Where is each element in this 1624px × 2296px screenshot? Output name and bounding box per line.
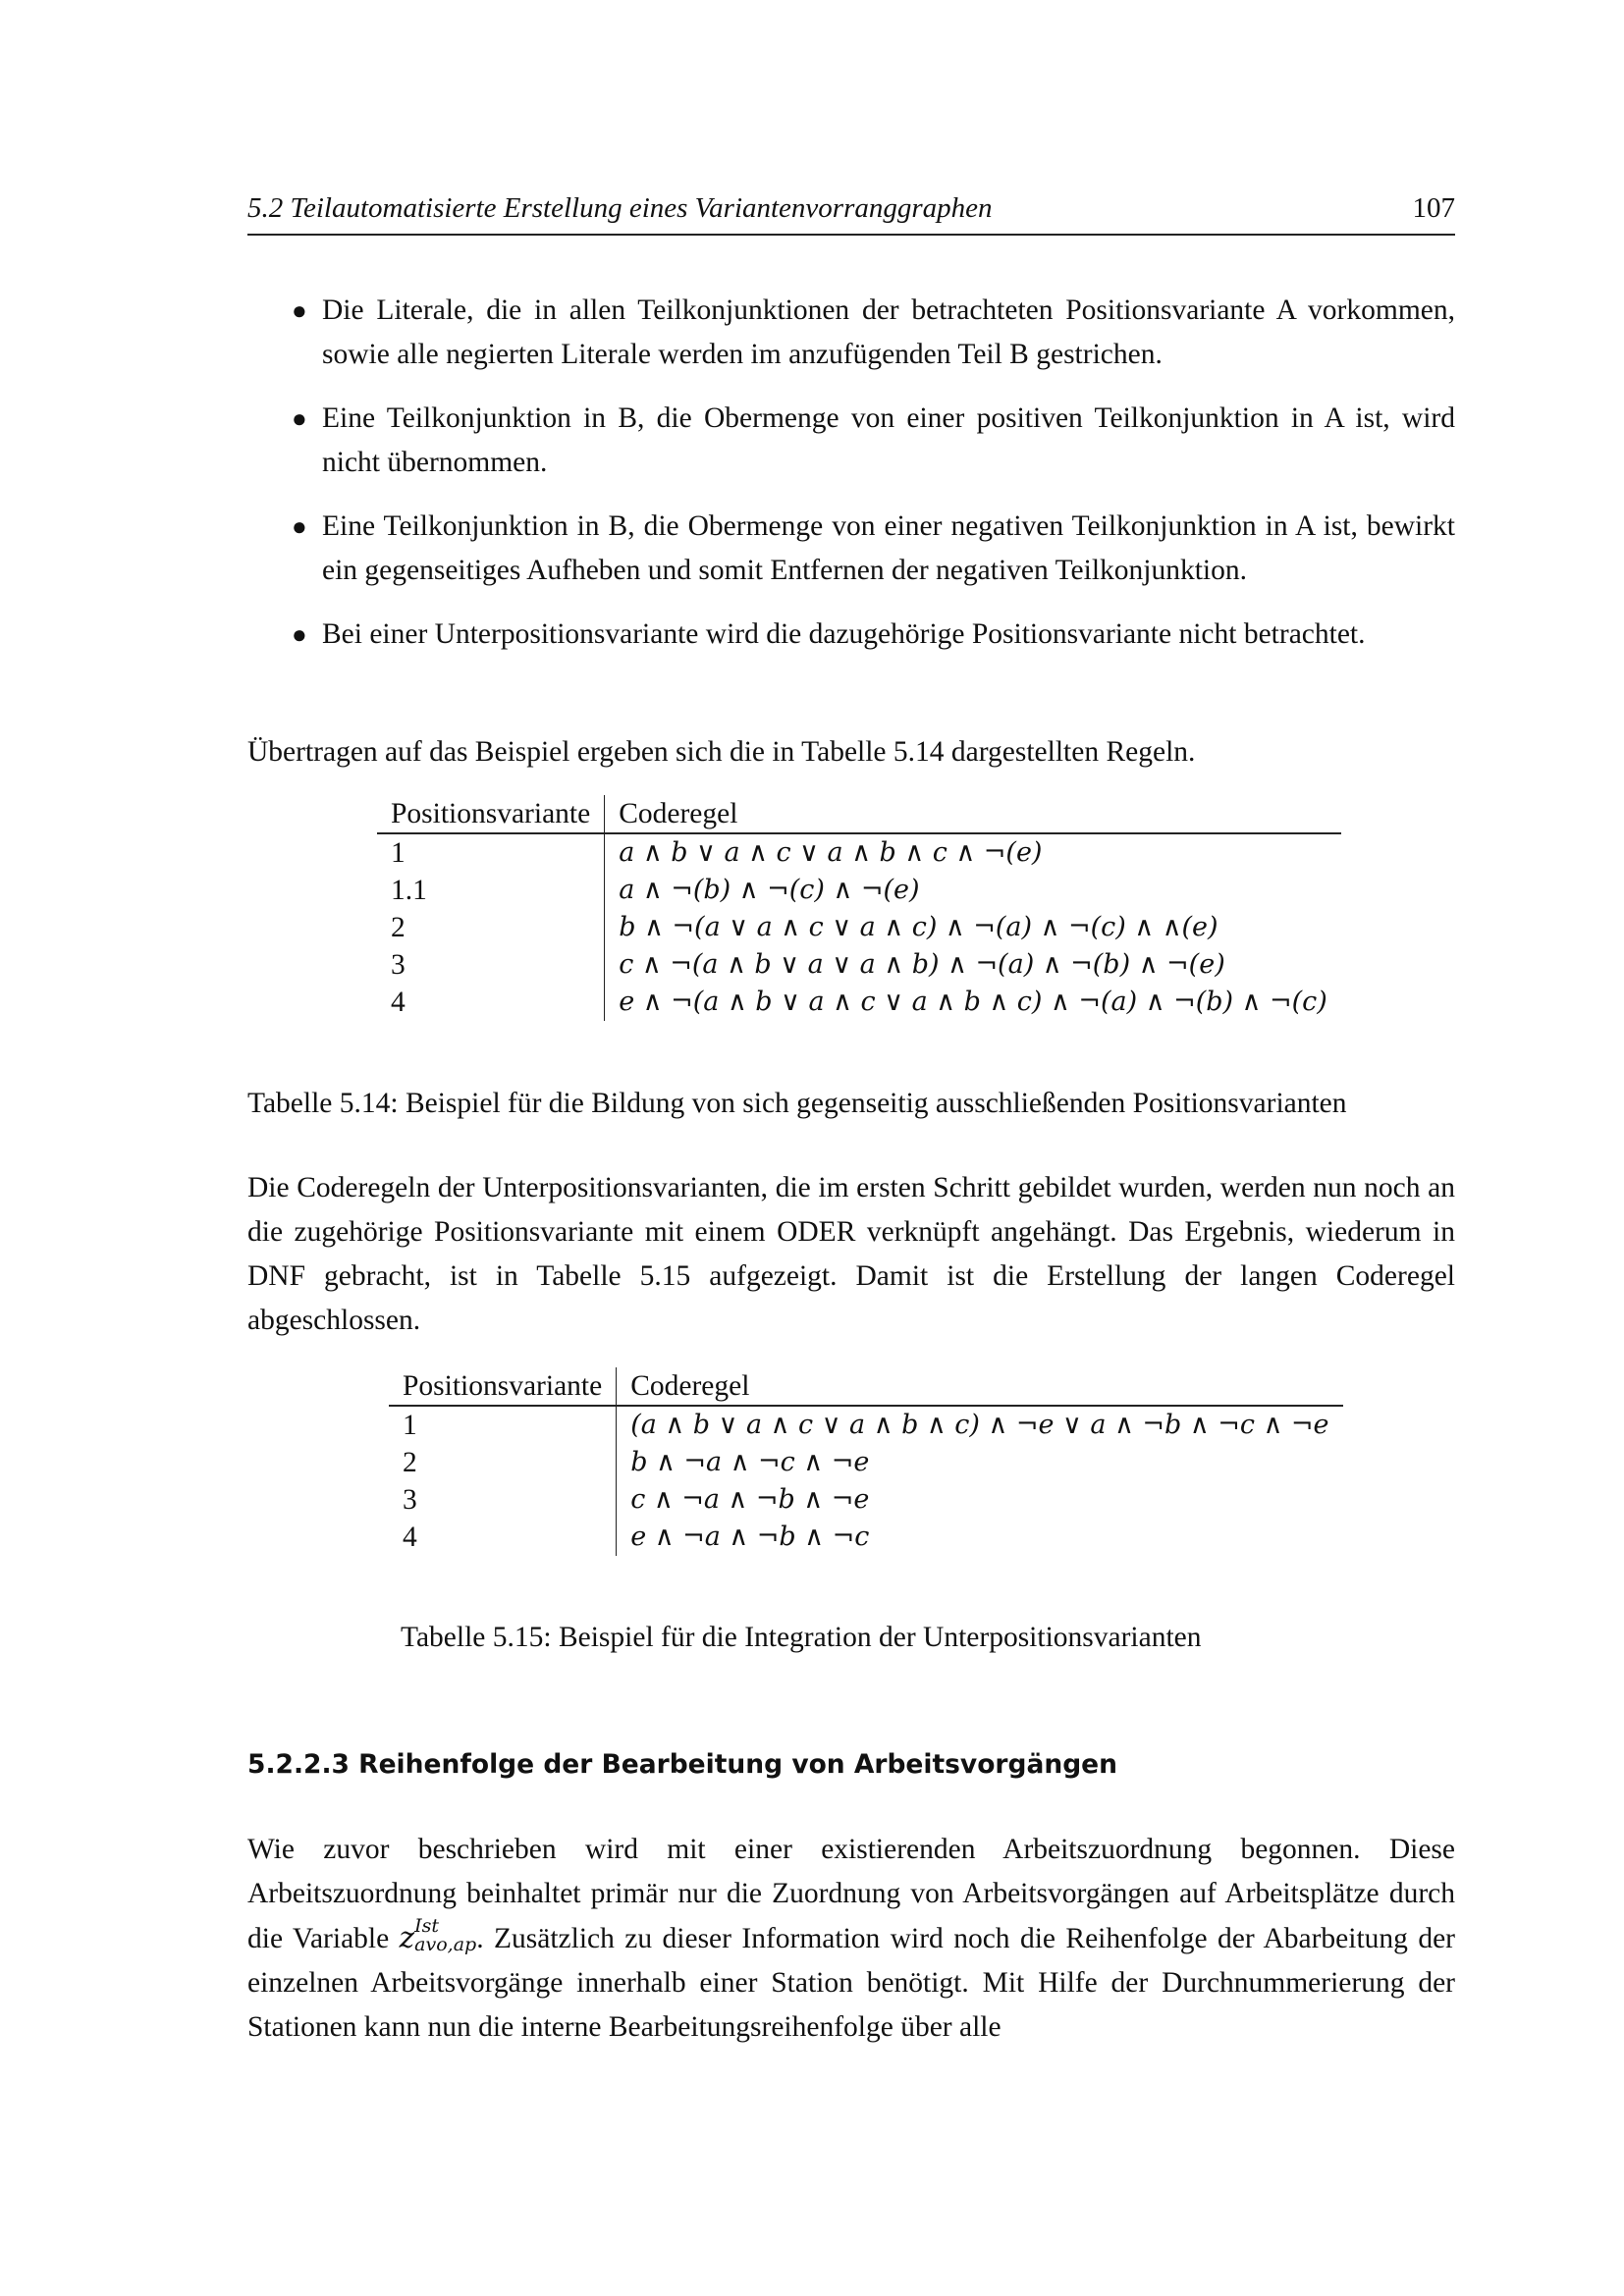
table-cell-variant: 1.1 bbox=[377, 872, 605, 909]
table-row bbox=[389, 1406, 1343, 1444]
table-cell-rule: (a ∧ b ∨ a ∧ c ∨ a ∧ b ∧ c) ∧ ¬e ∨ a ∧ ¬b ∧ ¬c ∧ ¬e bbox=[630, 1410, 1329, 1440]
table-5-15 bbox=[389, 1367, 1343, 1556]
table-5-14-caption: Tabelle 5.14: Beispiel für die Bildung von sich gegenseitig ausschließenden Positionsvarianten bbox=[247, 1088, 1347, 1119]
section-heading: 5.2.2.3 Reihenfolge der Bearbeitung von Arbeitsvorgängen bbox=[247, 1749, 1118, 1780]
table-cell-variant: 2 bbox=[377, 909, 605, 946]
table-row bbox=[377, 909, 1341, 946]
table-cell-rule: e ∧ ¬(a ∧ b ∨ a ∧ c ∨ a ∧ b ∧ c) ∧ ¬(a) ∧ ¬(b) ∧ ¬(c) bbox=[619, 987, 1327, 1017]
table-row bbox=[377, 946, 1341, 984]
bullet-icon: ● bbox=[292, 296, 307, 325]
table-header-cell: Positionsvariante bbox=[389, 1367, 617, 1406]
bullet-icon: ● bbox=[292, 404, 307, 433]
running-header bbox=[247, 190, 1455, 236]
list-item bbox=[247, 613, 1455, 657]
table-5-14 bbox=[377, 795, 1341, 1021]
table-header-cell: Coderegel bbox=[605, 795, 1341, 833]
table-cell-rule: e ∧ ¬a ∧ ¬b ∧ ¬c bbox=[630, 1522, 870, 1552]
section-paragraph-part1: Wie zuvor beschrieben wird mit einer existierenden Arbeitszuordnung begonnen. Diese Arbeitszuordnung beinhaltet primär nur die Zuordnung von Arbeitsvorgängen auf Arbeitsplätze durch die Variable bbox=[247, 1834, 1455, 1954]
table-row bbox=[389, 1444, 1343, 1481]
table-cell-variant: 3 bbox=[389, 1481, 617, 1519]
table-cell-rule: b ∧ ¬(a ∨ a ∧ c ∨ a ∧ c) ∧ ¬(a) ∧ ¬(c) ∧ ∧(e) bbox=[619, 912, 1218, 942]
list-item-text: Eine Teilkonjunktion in B, die Obermenge von einer positiven Teilkonjunktion in A ist, wird nicht übernommen. bbox=[322, 402, 1455, 478]
table-row bbox=[377, 872, 1341, 909]
list-item-text: Die Literale, die in allen Teilkonjunktionen der betrachteten Positionsvariante A vorkommen, sowie alle negierten Literale werden im anzufügenden Teil B gestrichen. bbox=[322, 294, 1455, 370]
list-item bbox=[247, 289, 1455, 377]
table-5-15-caption: Tabelle 5.15: Beispiel für die Integration der Unterpositionsvarianten bbox=[401, 1622, 1202, 1653]
math-variable-sup: Ist bbox=[414, 1915, 440, 1937]
section-paragraph-part2: . Zusätzlich zu dieser Information wird noch die Reihenfolge der Abarbeitung der einzelnen Arbeitsvorgänge innerhalb einer Station benötigt. Mit Hilfe der Durchnummerierung der Stationen kann nun die interne Bearbeitungsreihenfolge über alle bbox=[247, 1923, 1455, 2043]
table-cell-rule: a ∧ ¬(b) ∧ ¬(c) ∧ ¬(e) bbox=[619, 875, 920, 905]
table-row bbox=[389, 1519, 1343, 1556]
table-cell-rule: c ∧ ¬a ∧ ¬b ∧ ¬e bbox=[630, 1484, 870, 1515]
page-number: 107 bbox=[1412, 192, 1455, 224]
table-cell-variant: 1 bbox=[377, 833, 605, 872]
table-cell-rule: c ∧ ¬(a ∧ b ∨ a ∨ a ∧ b) ∧ ¬(a) ∧ ¬(b) ∧ ¬(e) bbox=[619, 949, 1225, 980]
list-item bbox=[247, 505, 1455, 593]
table-cell-variant: 1 bbox=[389, 1406, 617, 1444]
table-row bbox=[377, 833, 1341, 872]
table-row bbox=[389, 1481, 1343, 1519]
math-variable-indices bbox=[414, 1917, 476, 1954]
table-header-row bbox=[377, 795, 1341, 833]
bullet-list bbox=[247, 289, 1455, 676]
table-cell-variant: 2 bbox=[389, 1444, 617, 1481]
table-header-cell: Positionsvariante bbox=[377, 795, 605, 833]
table-cell-variant: 3 bbox=[377, 946, 605, 984]
table-row bbox=[377, 984, 1341, 1021]
header-title: 5.2 Teilautomatisierte Erstellung eines Variantenvorranggraphen bbox=[247, 192, 993, 224]
middle-paragraph: Die Coderegeln der Unterpositionsvarianten, die im ersten Schritt gebildet wurden, werden nun noch an die zugehörige Positionsvariante mit einem ODER verknüpft angehängt. Das Ergebnis, wiederum in DNF gebracht, ist in Tabelle 5.15 aufgezeigt. Damit ist die Erstellung der langen Coderegel abgeschlossen. bbox=[247, 1172, 1455, 1336]
table-cell-rule: a ∧ b ∨ a ∧ c ∨ a ∧ b ∧ c ∧ ¬(e) bbox=[619, 837, 1043, 868]
table-cell-variant: 4 bbox=[389, 1519, 617, 1556]
intro-paragraph: Übertragen auf das Beispiel ergeben sich die in Tabelle 5.14 dargestellten Regeln. bbox=[247, 736, 1196, 768]
list-item-text: Eine Teilkonjunktion in B, die Obermenge von einer negativen Teilkonjunktion in A ist, bewirkt ein gegenseitiges Aufheben und somit Entfernen der negativen Teilkonjunktion. bbox=[322, 510, 1455, 586]
table-header-cell: Coderegel bbox=[617, 1367, 1343, 1406]
section-paragraph bbox=[247, 1828, 1455, 2050]
math-variable-base: z bbox=[399, 1921, 415, 1954]
table-cell-rule: b ∧ ¬a ∧ ¬c ∧ ¬e bbox=[630, 1447, 870, 1477]
list-item bbox=[247, 397, 1455, 485]
list-item-text: Bei einer Unterpositionsvariante wird die dazugehörige Positionsvariante nicht betrachtet. bbox=[322, 618, 1366, 650]
bullet-icon: ● bbox=[292, 512, 307, 541]
bullet-icon: ● bbox=[292, 620, 307, 649]
math-variable bbox=[399, 1915, 477, 1955]
math-variable-sub: avo,ap bbox=[414, 1934, 477, 1955]
table-cell-variant: 4 bbox=[377, 984, 605, 1021]
table-header-row bbox=[389, 1367, 1343, 1406]
